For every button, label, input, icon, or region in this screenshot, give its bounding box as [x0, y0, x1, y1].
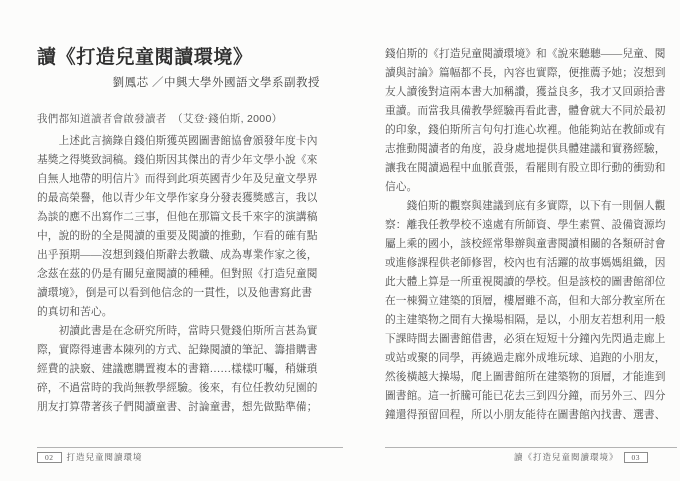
epigraph-quote: 我們都知道讀者會啟發讀者 （艾登‧錢伯斯, 2000） [37, 113, 283, 125]
right-footer [514, 451, 648, 463]
text-line: 際，實際得連書本陳列的方式、記錄閱讀的筆記、籌措購書 [37, 344, 318, 356]
footer-chapter-title: 讀《打造兒童閱讀環境》 [513, 452, 619, 462]
text-line: 重讀。而當我具備教學經驗再看此書，體會就大不同於最初 [385, 105, 666, 117]
text-line: 在一棟獨立建築的頂層，樓層雖不高，但和大部分教室所在 [385, 295, 666, 307]
text-line: 基獎之得獎致詞稿。錢伯斯因其傑出的青少年文學小說《來 [37, 154, 318, 166]
text-line: 或進修課程供老師修習，校內也有活躍的故事媽媽組織，因 [385, 257, 666, 269]
text-line: 讓我在閱讀過程中血脈賁張，看罷則有股立即行動的衝勁和 [385, 162, 666, 174]
page-title: 讀《打造兒童閱讀環境》 [37, 47, 253, 68]
text-line: 初讀此書是在念研究所時，當時只覺錢伯斯所言甚為實 [37, 325, 318, 337]
text-line: 或站或聚的同學，再繞過走廊外成堆玩球、追跑的小朋友， [385, 352, 666, 364]
footer-book-title: 打造兒童閱讀環境 [66, 452, 143, 462]
page-right [385, 0, 666, 481]
text-line: 的最高榮譽，他以青少年文學作家身分發表獲獎感言，我以 [37, 192, 318, 204]
page-left [37, 0, 320, 481]
page-number-badge: 03 [624, 452, 649, 463]
text-line: 錢伯斯的《打造兒童閱讀環境》和《說來聽聽——兒童、閱 [385, 48, 666, 60]
text-line: 中，說的盼的全是閱讀的重要及閱讀的推動，乍看的確有點 [37, 230, 318, 242]
left-body-text [37, 132, 320, 417]
text-line: 為談的應不出寫作二三事，但他在那篇文長千來字的演講稿 [37, 211, 318, 223]
text-line: 出乎預期——沒想到錢伯斯辭去教職、成為專業作家之後， [37, 249, 318, 261]
text-line: 朋友打算帶著孩子們閱讀童書、討論童書，想先做點準備； [37, 401, 318, 413]
text-line: 察：離我任教學校不遠處有所師資、學生素質、設備資源均 [385, 219, 666, 231]
right-body-text [385, 45, 666, 425]
text-line: 志推動閱讀者的角度，設身處地提供具體建議和實務經驗， [385, 143, 666, 155]
text-line: 經費的訣竅、建議應購置複本的書籍……樣樣叮囑，稍嫌瑣 [37, 363, 318, 375]
text-line: 的真切和苦心。 [37, 306, 113, 318]
text-line: 下課時間去圖書館借書，必須在短短十分鐘內先閃過走廊上 [385, 333, 666, 345]
text-line: 屬上乘的國小，該校經常舉辦與童書閱讀相關的各類研討會 [385, 238, 666, 250]
text-line: 友人讀後對這兩本書大加稱讚，獲益良多，我才又回頭拾書 [385, 86, 666, 98]
right-footer-rule [385, 447, 677, 448]
text-line: 的印象，錢伯斯所言句句打進心坎裡。他能夠站在教師或有 [385, 124, 666, 136]
left-footer [37, 451, 143, 463]
text-line: 讀環境》，倒是可以看到他信念的一貫性，以及他書寫此書 [37, 287, 313, 299]
page-number-badge: 02 [37, 452, 62, 463]
text-line: 錢伯斯的觀察與建議到底有多實際，以下有一則個人觀 [385, 200, 666, 212]
text-line: 圖書館。這一折騰可能已花去三到四分鐘，而另外三、四分 [385, 390, 666, 402]
text-line: 信心。 [385, 181, 418, 193]
author-line: 劉鳳芯 ／中興大學外國語文學系副教授 [112, 77, 320, 89]
text-line: 的主建築物之間有大操場相隔，是以，小朋友若想利用一般 [385, 314, 666, 326]
text-line: 碎，不過當時的我尚無教學經驗。後來，有位任教幼兒園的 [37, 382, 318, 394]
text-line: 然後橫越大操場，爬上圖書館所在建築物的頂層，才能進到 [385, 371, 666, 383]
text-line: 自無人地帶的明信片》而得到此項英國青少年及兒童文學界 [37, 173, 318, 185]
text-line: 讀與討論》篇幅都不長，內容也實際，便推薦予她；沒想到 [385, 67, 666, 79]
text-line: 上述此言摘錄自錢伯斯獲英國圖書館協會頒發年度卡內 [37, 135, 318, 147]
left-footer-rule [37, 447, 343, 448]
text-line: 鐘還得預留回程，所以小朋友能待在圖書館內找書、選書、 [385, 409, 666, 421]
text-line: 此大體上算是一所重視閱讀的學校。但是該校的圖書館卻位 [385, 276, 666, 288]
text-line: 念茲在茲的仍是有關兒童閱讀的種種。但對照《打造兒童閱 [37, 268, 318, 280]
